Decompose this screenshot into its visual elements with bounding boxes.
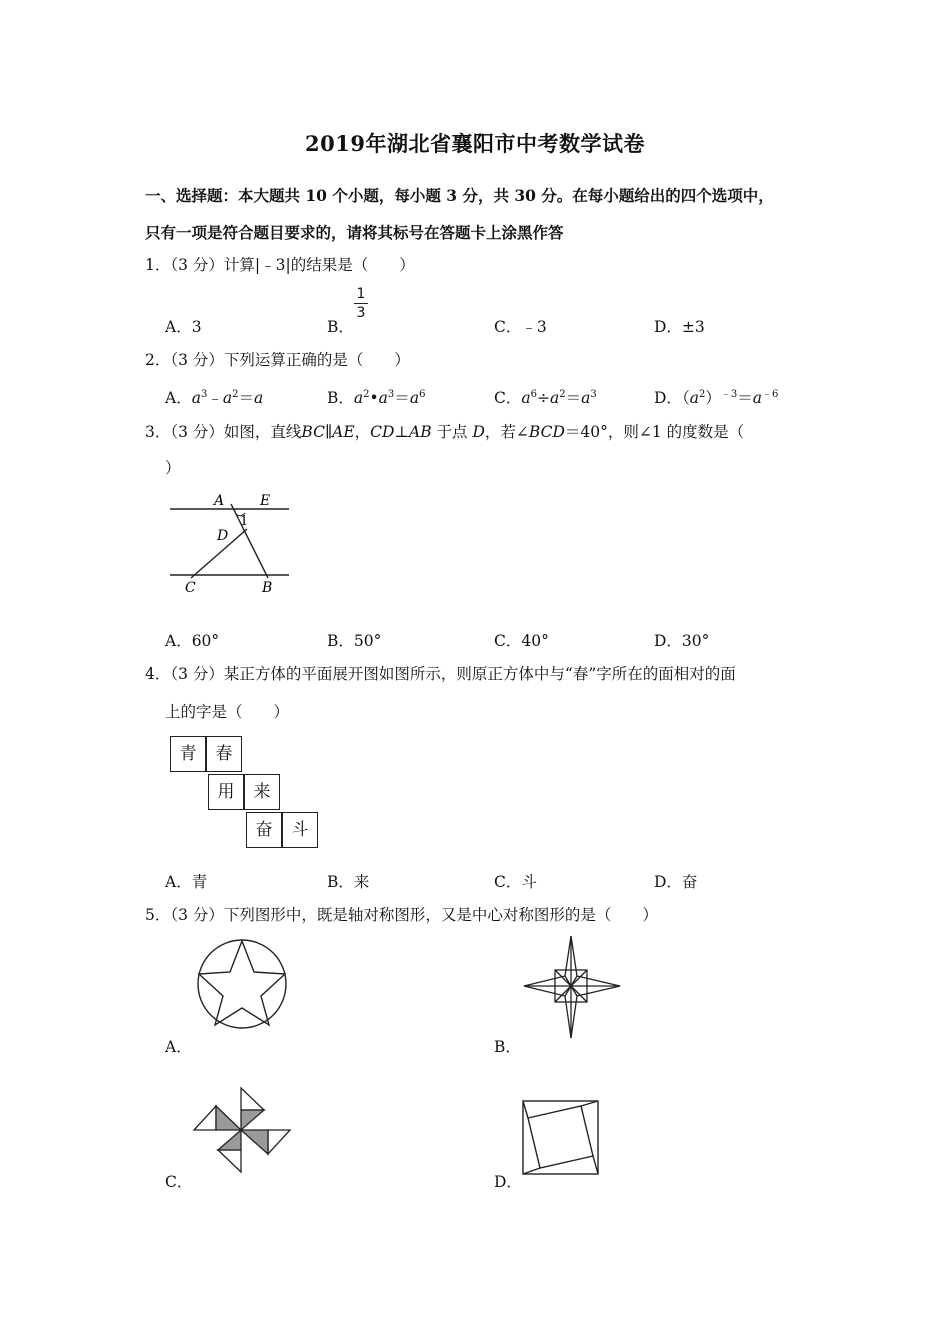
q2-option-a: A．$a^3﹣a^2=a$ xyxy=(165,389,264,407)
page-title: 2019年湖北省襄阳市中考数学试卷 xyxy=(305,131,645,156)
fraction-numerator: 1 xyxy=(356,286,366,302)
q4-stem-line-1: 4．（3 分）某正方体的平面展开图如图所示，则原正方体中与“春”字所在的面相对的面 xyxy=(145,665,736,683)
q5-option-d: D． xyxy=(494,1173,522,1191)
net-cell-yong: 用 xyxy=(208,774,244,810)
q3-stem-perp: ⊥ xyxy=(394,423,410,441)
section-heading-line-2: 只有一项是符合题目要求的，请将其标号在答题卡上涂黑作答 xyxy=(145,223,564,242)
label-a: A xyxy=(214,493,225,509)
q3-stem-sep: ， xyxy=(354,423,371,441)
q2-option-b-label: B． xyxy=(327,389,354,407)
q1-option-b: B． xyxy=(327,318,354,336)
q5-figure-c xyxy=(192,1084,294,1176)
label-d: D xyxy=(217,528,229,544)
q3-stem-ae: AE xyxy=(332,423,355,441)
q5-option-b: B． xyxy=(494,1038,521,1056)
q3-stem-prefix: 3．（3 分）如图，直线 xyxy=(145,423,302,441)
q4-option-a: A．青 xyxy=(165,873,208,891)
q3-stem-d: D xyxy=(472,423,485,441)
q4-option-c: C．斗 xyxy=(494,873,537,891)
net-cell-fen: 奋 xyxy=(246,812,282,848)
q3-stem-cd: CD xyxy=(370,423,395,441)
q3-stem-ab: AB xyxy=(409,423,432,441)
q3-option-c: C．40° xyxy=(494,632,549,650)
fraction-denominator: 3 xyxy=(356,305,366,321)
q3-option-d: D．30° xyxy=(654,632,710,650)
q4-option-d: D．奋 xyxy=(654,873,698,891)
q3-stem-bc: BC xyxy=(301,423,325,441)
q2-option-d-label: D． xyxy=(654,389,682,407)
q3-stem-line-2: ） xyxy=(165,459,181,477)
label-b: B xyxy=(262,580,273,596)
net-cell-chun: 春 xyxy=(206,736,242,772)
q3-stem-if: ，若∠ xyxy=(484,423,529,441)
q1-option-c: C．﹣3 xyxy=(494,318,547,336)
label-c: C xyxy=(185,580,196,596)
q2-option-a-label: A． xyxy=(165,389,192,407)
q2-stem: 2．（3 分）下列运算正确的是（ ） xyxy=(145,351,410,369)
q1-stem: 1．（3 分）计算|﹣3|的结果是（ ） xyxy=(145,256,415,274)
label-e: E xyxy=(260,493,271,509)
q3-option-b: B．50° xyxy=(327,632,382,650)
q3-stem-parallel: ∥ xyxy=(324,423,333,441)
q2-option-d: D．$(a^2)^{﹣3}=a^{﹣6}$ xyxy=(654,389,779,407)
q4-stem-line-2: 上的字是（ ） xyxy=(165,703,290,721)
section-heading-line-1: 一、选择题：本大题共 10 个小题，每小题 3 分，共 30 分。在每小题给出的四个选项中， xyxy=(145,186,774,205)
net-cell-lai: 来 xyxy=(244,774,280,810)
q3-stem-rest: ＝40°，则∠1 的度数是（ xyxy=(564,423,745,441)
q2-option-c-label: C． xyxy=(494,389,522,407)
net-cell-qing: 青 xyxy=(170,736,206,772)
q4-option-b: B．来 xyxy=(327,873,370,891)
net-cell-dou: 斗 xyxy=(282,812,318,848)
q5-stem: 5．（3 分）下列图形中，既是轴对称图形，又是中心对称图形的是（ ） xyxy=(145,906,658,924)
q5-option-a: A． xyxy=(165,1038,192,1056)
q1-option-d: D．±3 xyxy=(654,318,705,336)
q3-stem-bcd: BCD xyxy=(528,423,565,441)
q5-figure-b xyxy=(522,934,622,1040)
q5-option-c: C． xyxy=(165,1173,193,1191)
q3-option-a: A．60° xyxy=(165,632,220,650)
q5-figure-d xyxy=(522,1100,600,1176)
label-1: 1 xyxy=(240,514,249,529)
q5-figure-a xyxy=(193,936,293,1028)
q1-option-a: A．3 xyxy=(165,318,202,336)
q3-stem-foot: 于点 xyxy=(431,423,473,441)
q2-option-c: C．$a^6\div a^2=a^3$ xyxy=(494,389,597,407)
q2-option-b: B．$a^2•a^3=a^6$ xyxy=(327,389,426,407)
